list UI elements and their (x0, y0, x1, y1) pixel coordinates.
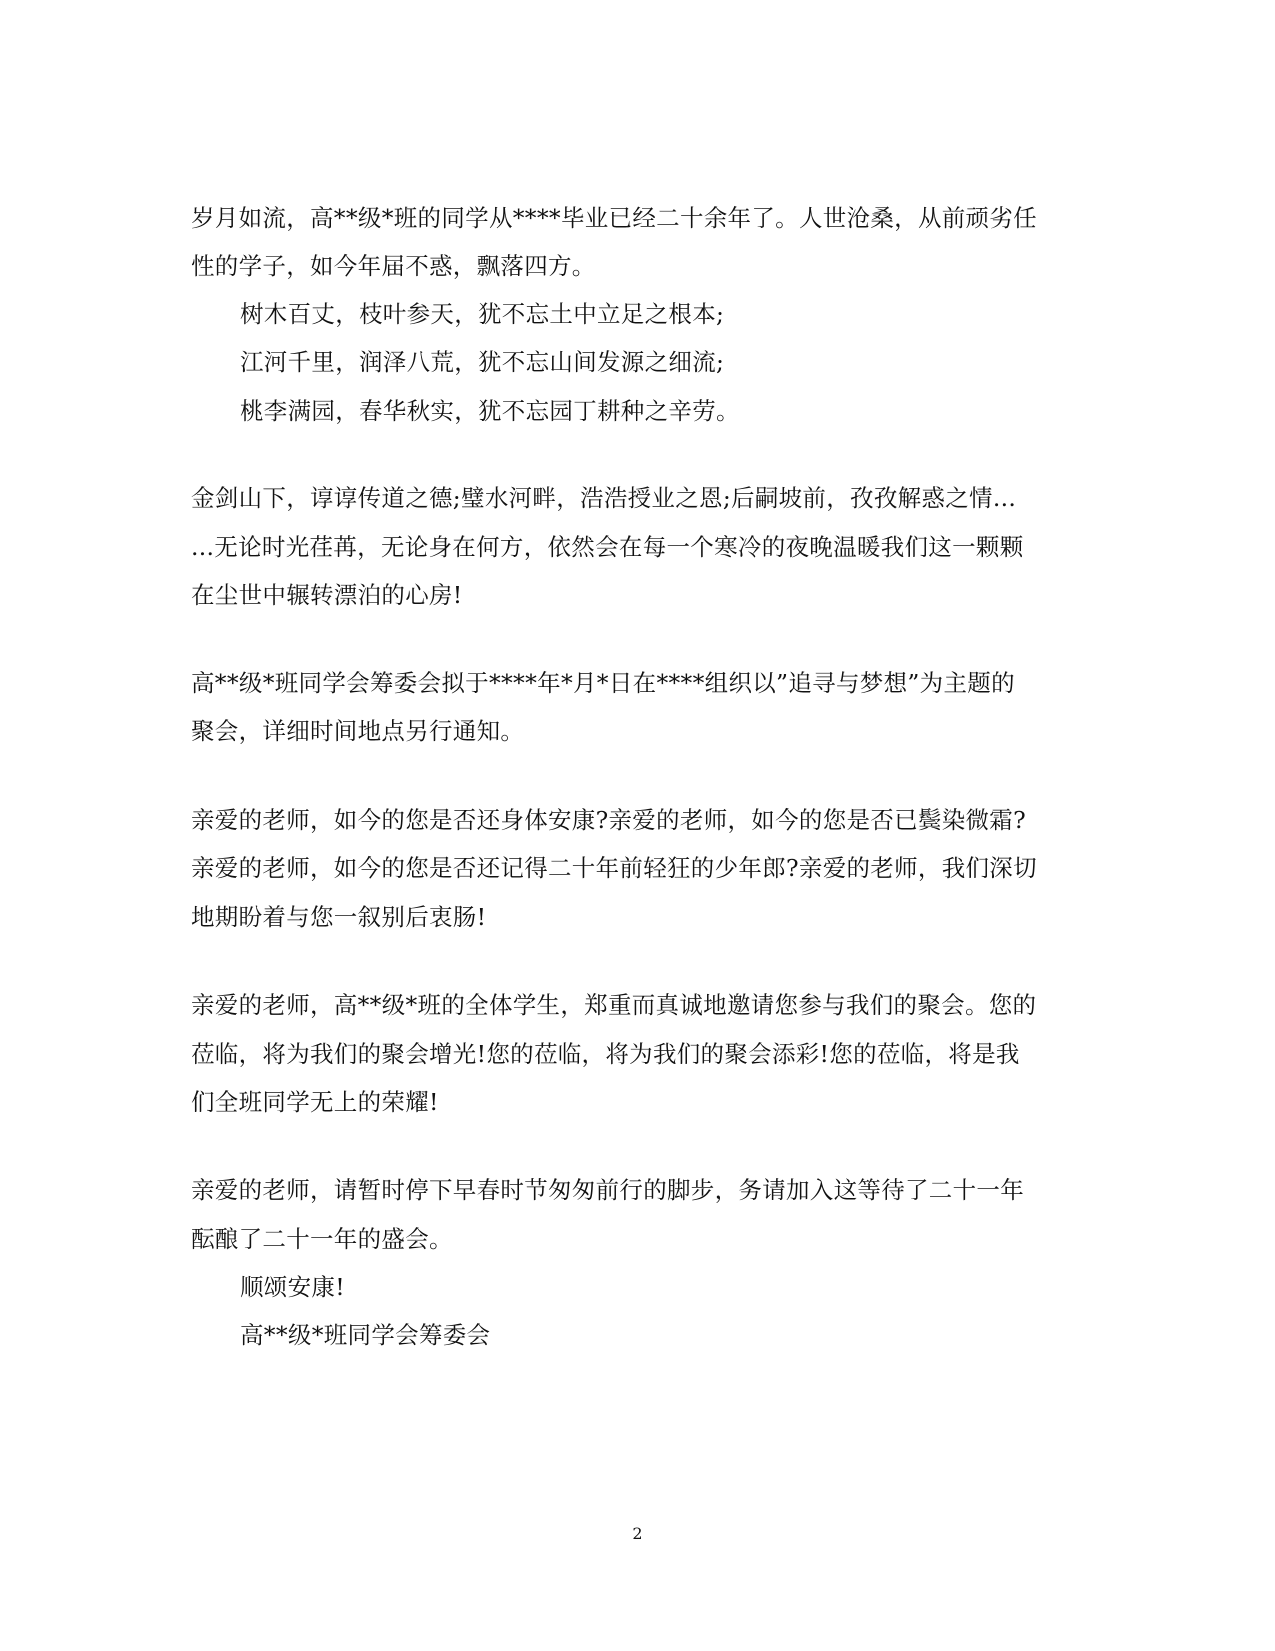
paragraph-line: 聚会，详细时间地点另行通知。 (191, 717, 525, 745)
verse-line: 树木百丈，枝叶参天，犹不忘土中立足之根本; (240, 300, 725, 328)
paragraph-line: ...无论时光荏苒，无论身在何方，依然会在每一个寒冷的夜晚温暖我们这一颗颗 (191, 533, 1024, 561)
paragraph-line: 酝酿了二十一年的盛会。 (191, 1225, 453, 1253)
paragraph-line: 们全班同学无上的荣耀! (191, 1088, 439, 1116)
paragraph-line: 莅临，将为我们的聚会增光!您的莅临，将为我们的聚会添彩!您的莅临，将是我 (191, 1040, 1020, 1068)
closing-greeting: 顺颂安康! (240, 1273, 345, 1301)
paragraph-line: 亲爱的老师，请暂时停下早春时节匆匆前行的脚步，务请加入这等待了二十一年 (191, 1176, 1024, 1204)
paragraph-line: 高**级*班同学会筹委会拟于****年*月*日在****组织以”追寻与梦想”为主题的 (191, 669, 1015, 697)
paragraph-line: 亲爱的老师，如今的您是否还记得二十年前轻狂的少年郎?亲爱的老师，我们深切 (191, 854, 1037, 882)
paragraph-line: 亲爱的老师，如今的您是否还身体安康?亲爱的老师，如今的您是否已鬓染微霜? (191, 806, 1026, 834)
signature: 高**级*班同学会筹委会 (240, 1321, 491, 1349)
paragraph-line: 岁月如流，高**级*班的同学从****毕业已经二十余年了。人世沧桑，从前顽劣任 (191, 204, 1037, 232)
paragraph-line: 金剑山下，谆谆传道之德;璧水河畔，浩浩授业之恩;后嗣坡前，孜孜解惑之情... (191, 484, 1017, 512)
verse-line: 桃李满园，春华秋实，犹不忘园丁耕种之辛劳。 (240, 397, 740, 425)
paragraph-line: 在尘世中辗转漂泊的心房! (191, 581, 463, 609)
paragraph-line: 地期盼着与您一叙别后衷肠! (191, 903, 487, 931)
paragraph-line: 性的学子，如今年届不惑，飘落四方。 (191, 252, 596, 280)
page-number: 2 (632, 1524, 643, 1543)
verse-line: 江河千里，润泽八荒，犹不忘山间发源之细流; (240, 348, 725, 376)
paragraph-line: 亲爱的老师，高**级*班的全体学生，郑重而真诚地邀请您参与我们的聚会。您的 (191, 991, 1037, 1019)
